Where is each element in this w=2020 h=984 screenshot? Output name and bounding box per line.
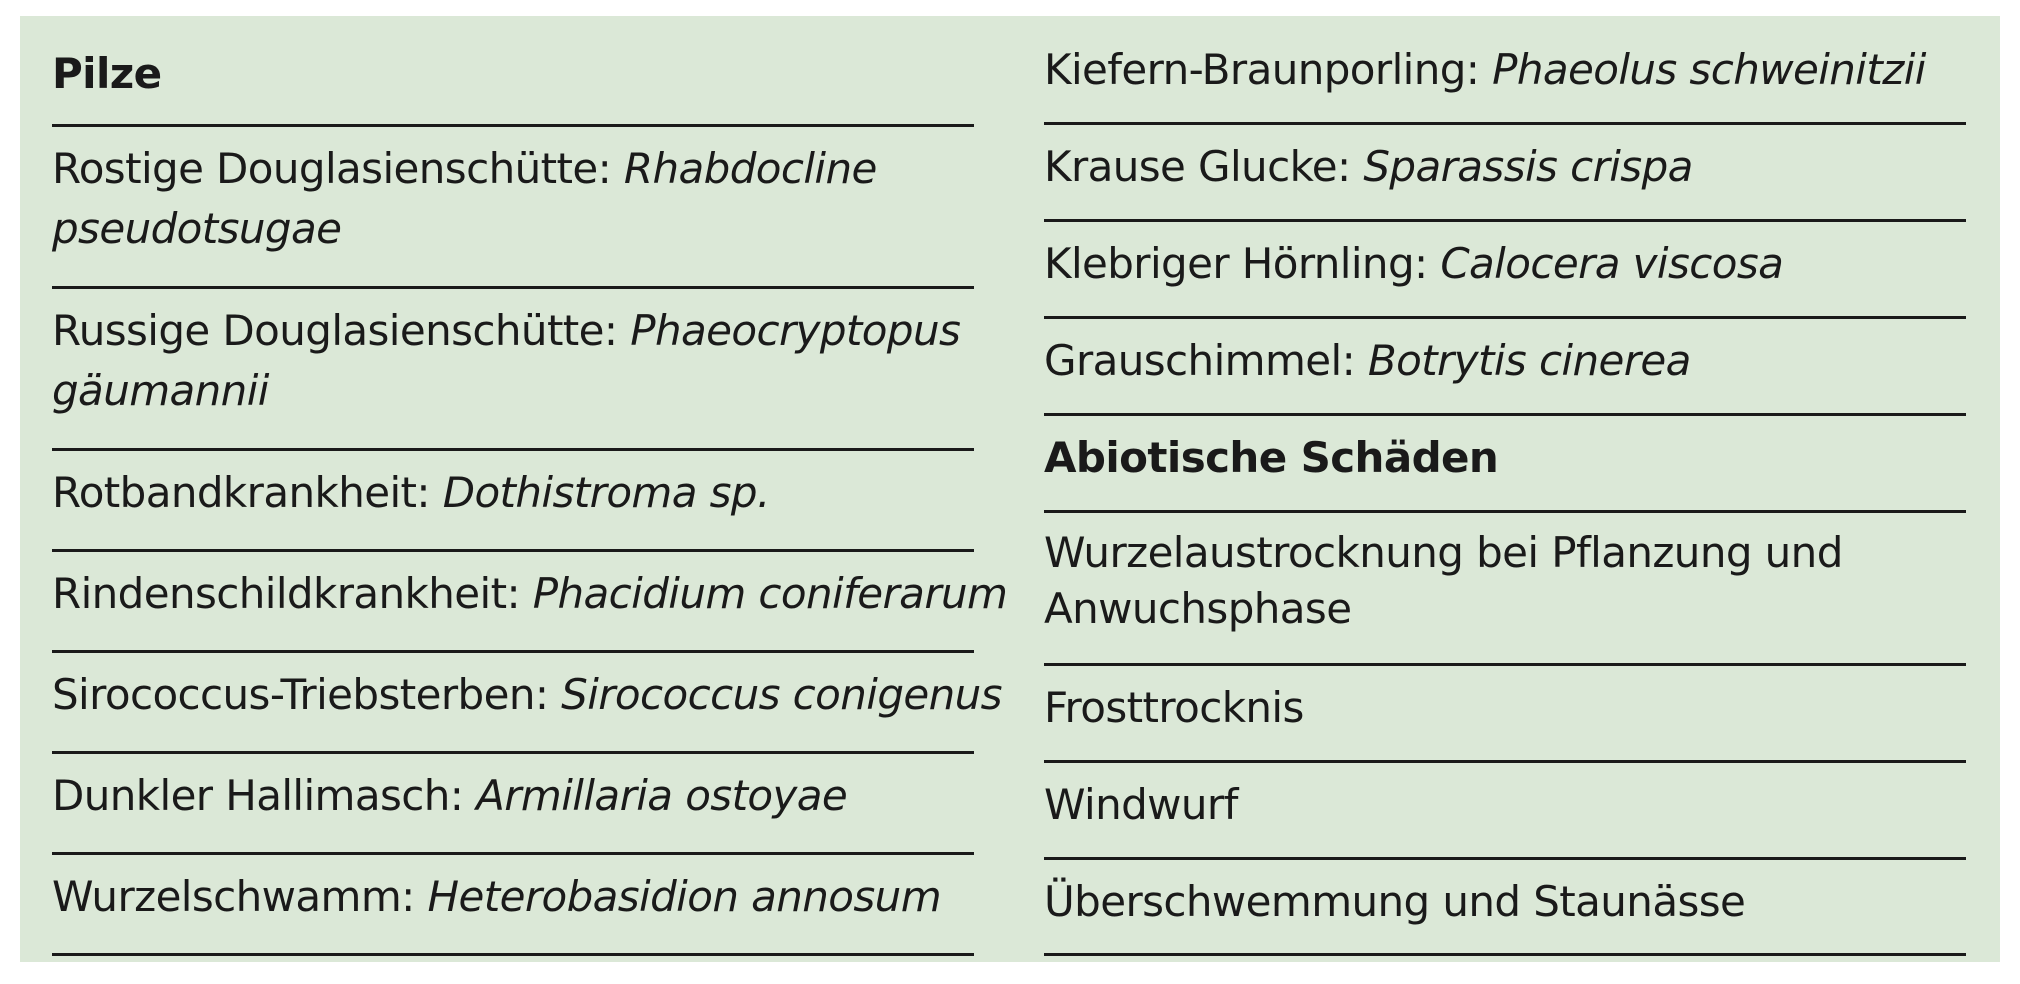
common-name: Rindenschildkrankheit: <box>52 569 533 618</box>
latin-name: Phaeocryptopus gäumannii <box>52 306 961 415</box>
list-item <box>1044 125 1966 222</box>
list-item: Wurzelaustrocknung bei Pflanzung und Anwuchsphase <box>1044 513 1966 666</box>
heading-abiotic: Abiotische Schäden <box>1044 416 1966 513</box>
common-name: Russige Douglasienschütte: <box>52 306 631 355</box>
list-item <box>1044 28 1966 125</box>
latin-name: Phaeolus schweinitzii <box>1492 45 1926 94</box>
latin-name: Calocera viscosa <box>1440 239 1784 288</box>
list-item <box>52 552 1008 653</box>
list-item <box>52 855 974 956</box>
list-item: Frosttrocknis <box>1044 666 1966 763</box>
list-item <box>52 127 974 289</box>
latin-name: Sirococcus conigenus <box>561 670 1002 719</box>
list-item <box>1044 222 1966 319</box>
common-name: Rotbandkrankheit: <box>52 468 443 517</box>
list-item: Überschwemmung und Staunässe <box>1044 860 1966 956</box>
list-item <box>52 451 974 552</box>
common-name: Rostige Douglasienschütte: <box>52 144 624 193</box>
latin-name: Armillaria ostoyae <box>476 771 848 820</box>
common-name: Grauschimmel: <box>1044 336 1368 385</box>
list-item <box>52 653 1002 754</box>
latin-name: Botrytis cinerea <box>1367 336 1691 385</box>
latin-name: Sparassis crispa <box>1363 142 1693 191</box>
common-name: Dunkler Hallimasch: <box>52 771 477 820</box>
list-item <box>1044 319 1966 416</box>
common-name: Kiefern-Braunporling: <box>1044 45 1493 94</box>
list-item <box>52 289 974 451</box>
common-name: Sirococcus-Triebsterben: <box>52 670 562 719</box>
latin-name: Rhabdocline pseudotsugae <box>52 144 877 253</box>
heading-fungi: Pilze <box>52 32 974 127</box>
common-name: Wurzelschwamm: <box>52 872 428 921</box>
latin-name: Heterobasidion annosum <box>427 872 942 921</box>
list-item: Windwurf <box>1044 763 1966 860</box>
list-item <box>52 754 974 855</box>
latin-name: Phacidium coniferarum <box>532 569 1008 618</box>
common-name: Klebriger Hörnling: <box>1044 239 1441 288</box>
common-name: Krause Glucke: <box>1044 142 1364 191</box>
latin-name: Dothistroma sp. <box>442 468 770 517</box>
species-table-panel <box>20 16 2000 962</box>
